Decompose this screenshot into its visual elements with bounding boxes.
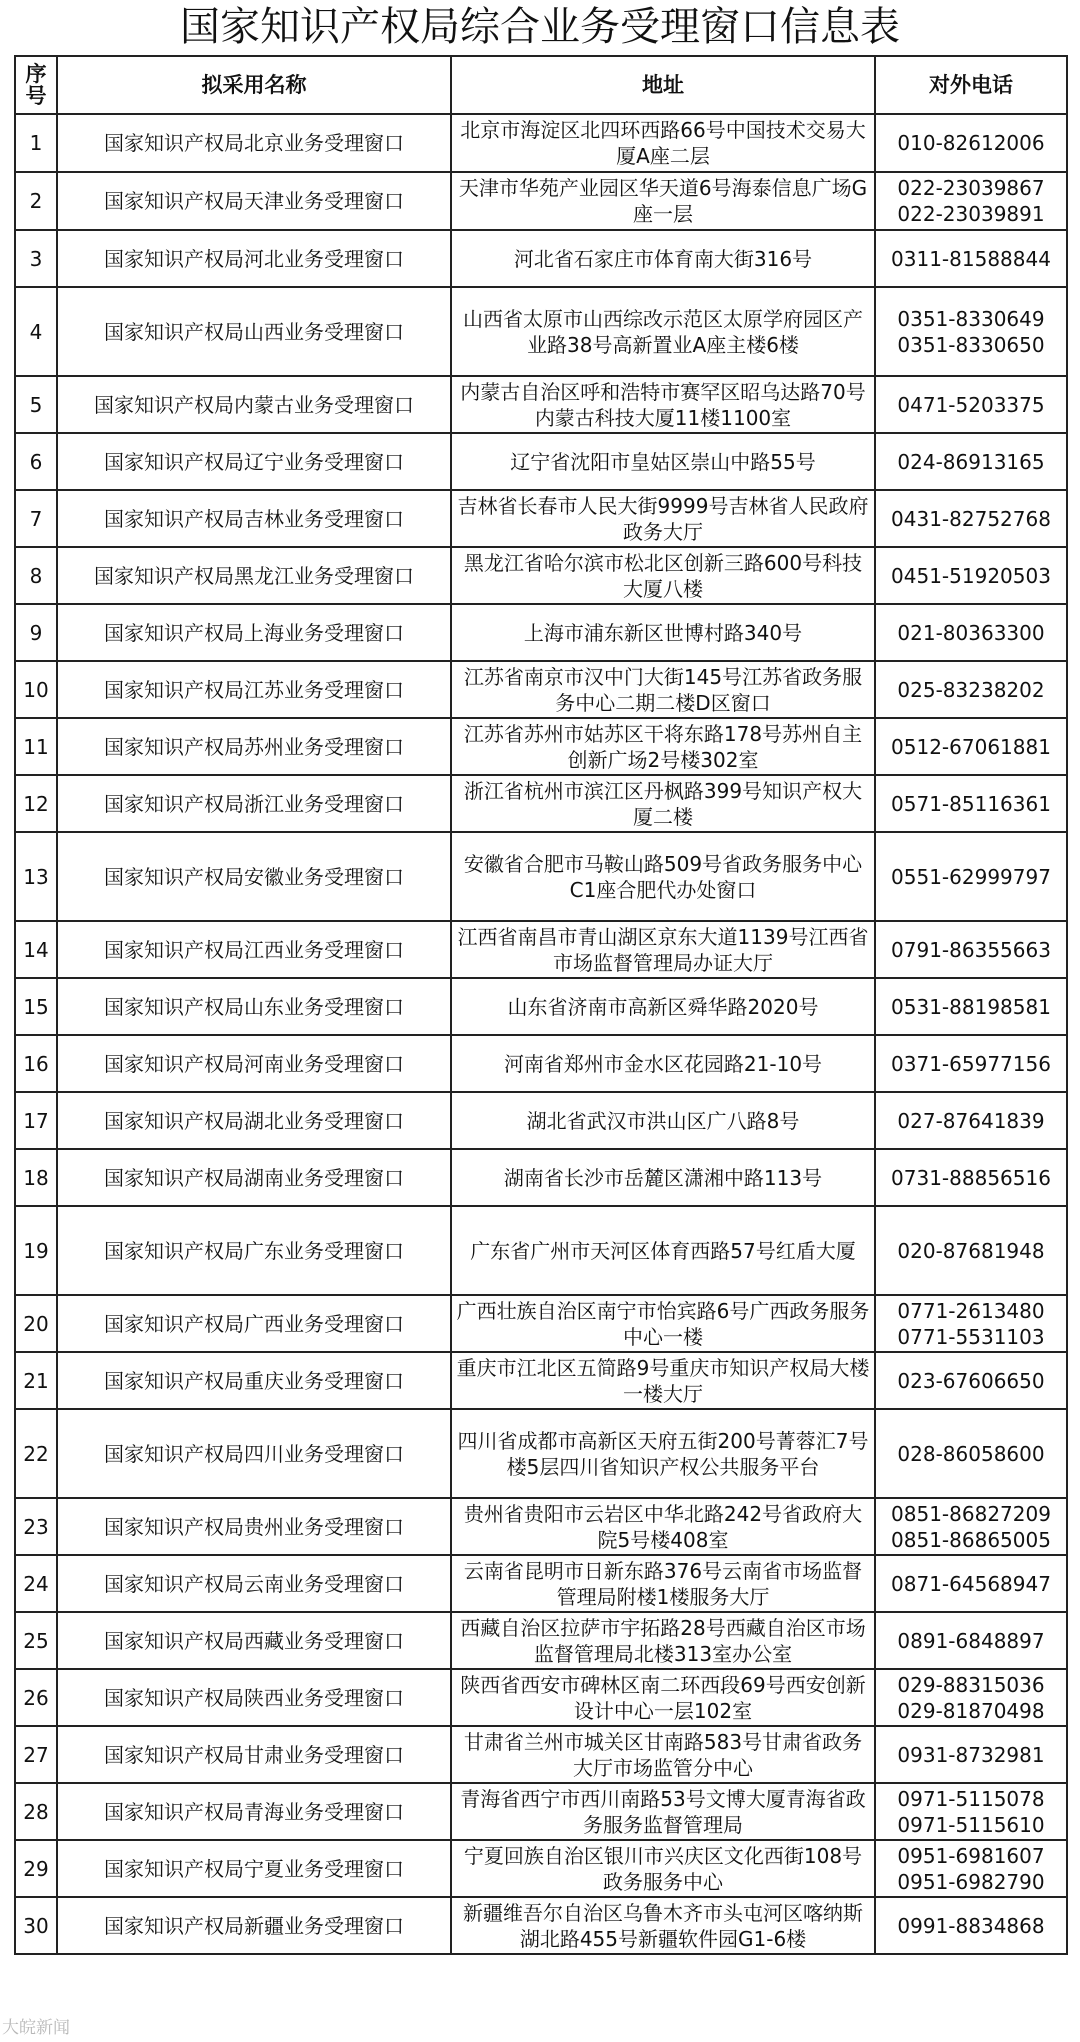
table-row	[15, 287, 1067, 376]
table-row	[15, 1409, 1067, 1498]
row-address: 湖南省长沙市岳麓区潇湘中路113号	[451, 1149, 875, 1206]
row-name: 国家知识产权局湖南业务受理窗口	[57, 1149, 451, 1206]
row-name: 国家知识产权局天津业务受理窗口	[57, 172, 451, 230]
row-phone: 0551-62999797	[875, 832, 1067, 921]
table-body	[15, 114, 1067, 1954]
row-phone: 0971-5115078 0971-5115610	[875, 1783, 1067, 1840]
table-row	[15, 604, 1067, 661]
row-name: 国家知识产权局西藏业务受理窗口	[57, 1612, 451, 1669]
row-phone: 028-86058600	[875, 1409, 1067, 1498]
row-name: 国家知识产权局山东业务受理窗口	[57, 978, 451, 1035]
row-address: 上海市浦东新区世博村路340号	[451, 604, 875, 661]
row-address: 四川省成都市高新区天府五街200号菁蓉汇7号楼5层四川省知识产权公共服务平台	[451, 1409, 875, 1498]
row-phone: 0571-85116361	[875, 775, 1067, 832]
row-phone: 0851-86827209 0851-86865005	[875, 1498, 1067, 1555]
row-phone: 0371-65977156	[875, 1035, 1067, 1092]
row-address: 西藏自治区拉萨市宇拓路28号西藏自治区市场监督管理局北楼313室办公室	[451, 1612, 875, 1669]
table-row	[15, 921, 1067, 978]
row-address: 黑龙江省哈尔滨市松北区创新三路600号科技大厦八楼	[451, 547, 875, 604]
row-name: 国家知识产权局广西业务受理窗口	[57, 1295, 451, 1352]
row-name: 国家知识产权局北京业务受理窗口	[57, 114, 451, 172]
row-seq: 22	[15, 1409, 57, 1498]
row-address: 河北省石家庄市体育南大街316号	[451, 230, 875, 287]
row-seq: 16	[15, 1035, 57, 1092]
row-seq: 8	[15, 547, 57, 604]
table-row	[15, 1669, 1067, 1726]
row-seq: 10	[15, 661, 57, 718]
row-phone: 0731-88856516	[875, 1149, 1067, 1206]
table-row	[15, 490, 1067, 547]
row-seq: 5	[15, 376, 57, 433]
row-name: 国家知识产权局浙江业务受理窗口	[57, 775, 451, 832]
row-name: 国家知识产权局苏州业务受理窗口	[57, 718, 451, 775]
row-seq: 7	[15, 490, 57, 547]
row-seq: 3	[15, 230, 57, 287]
row-phone: 0351-8330649 0351-8330650	[875, 287, 1067, 376]
row-seq: 29	[15, 1840, 57, 1897]
row-phone: 023-67606650	[875, 1352, 1067, 1409]
row-address: 江西省南昌市青山湖区京东大道1139号江西省市场监督管理局办证大厅	[451, 921, 875, 978]
row-name: 国家知识产权局青海业务受理窗口	[57, 1783, 451, 1840]
row-seq: 13	[15, 832, 57, 921]
row-seq: 23	[15, 1498, 57, 1555]
info-table	[14, 55, 1068, 1955]
row-phone: 027-87641839	[875, 1092, 1067, 1149]
row-phone: 0991-8834868	[875, 1897, 1067, 1954]
row-name: 国家知识产权局内蒙古业务受理窗口	[57, 376, 451, 433]
row-address: 北京市海淀区北四环西路66号中国技术交易大厦A座二层	[451, 114, 875, 172]
table-row	[15, 775, 1067, 832]
row-phone: 0891-6848897	[875, 1612, 1067, 1669]
table-row	[15, 832, 1067, 921]
row-name: 国家知识产权局江苏业务受理窗口	[57, 661, 451, 718]
table-row	[15, 114, 1067, 172]
row-name: 国家知识产权局上海业务受理窗口	[57, 604, 451, 661]
row-phone: 010-82612006	[875, 114, 1067, 172]
row-seq: 19	[15, 1206, 57, 1295]
row-phone: 0871-64568947	[875, 1555, 1067, 1612]
row-seq: 26	[15, 1669, 57, 1726]
row-seq: 15	[15, 978, 57, 1035]
table-row	[15, 230, 1067, 287]
row-phone: 0431-82752768	[875, 490, 1067, 547]
table-row	[15, 1352, 1067, 1409]
row-name: 国家知识产权局重庆业务受理窗口	[57, 1352, 451, 1409]
table-row	[15, 1295, 1067, 1352]
row-phone: 021-80363300	[875, 604, 1067, 661]
row-address: 甘肃省兰州市城关区甘南路583号甘肃省政务大厅市场监管分中心	[451, 1726, 875, 1783]
row-phone: 0771-2613480 0771-5531103	[875, 1295, 1067, 1352]
header-phone: 对外电话	[875, 56, 1067, 114]
row-address: 江苏省苏州市姑苏区干将东路178号苏州自主创新广场2号楼302室	[451, 718, 875, 775]
row-name: 国家知识产权局辽宁业务受理窗口	[57, 433, 451, 490]
row-address: 山东省济南市高新区舜华路2020号	[451, 978, 875, 1035]
row-address: 湖北省武汉市洪山区广八路8号	[451, 1092, 875, 1149]
row-address: 云南省昆明市日新东路376号云南省市场监督管理局附楼1楼服务大厅	[451, 1555, 875, 1612]
row-seq: 30	[15, 1897, 57, 1954]
row-seq: 9	[15, 604, 57, 661]
row-address: 重庆市江北区五简路9号重庆市知识产权局大楼一楼大厅	[451, 1352, 875, 1409]
row-name: 国家知识产权局河南业务受理窗口	[57, 1035, 451, 1092]
row-name: 国家知识产权局河北业务受理窗口	[57, 230, 451, 287]
row-name: 国家知识产权局山西业务受理窗口	[57, 287, 451, 376]
row-phone: 0951-6981607 0951-6982790	[875, 1840, 1067, 1897]
row-address: 新疆维吾尔自治区乌鲁木齐市头屯河区喀纳斯湖北路455号新疆软件园G1-6楼	[451, 1897, 875, 1954]
row-seq: 1	[15, 114, 57, 172]
row-address: 青海省西宁市西川南路53号文博大厦青海省政务服务监督管理局	[451, 1783, 875, 1840]
row-address: 辽宁省沈阳市皇姑区崇山中路55号	[451, 433, 875, 490]
row-address: 陕西省西安市碑林区南二环西段69号西安创新设计中心一层102室	[451, 1669, 875, 1726]
table-row	[15, 1092, 1067, 1149]
row-phone: 024-86913165	[875, 433, 1067, 490]
row-name: 国家知识产权局安徽业务受理窗口	[57, 832, 451, 921]
row-seq: 2	[15, 172, 57, 230]
table-row	[15, 1149, 1067, 1206]
row-address: 江苏省南京市汉中门大街145号江苏省政务服务中心二期二楼D区窗口	[451, 661, 875, 718]
table-row	[15, 172, 1067, 230]
table-row	[15, 1612, 1067, 1669]
table-row	[15, 978, 1067, 1035]
row-address: 山西省太原市山西综改示范区太原学府园区产业路38号高新置业A座主楼6楼	[451, 287, 875, 376]
table-row	[15, 1840, 1067, 1897]
row-seq: 25	[15, 1612, 57, 1669]
row-address: 浙江省杭州市滨江区丹枫路399号知识产权大厦二楼	[451, 775, 875, 832]
header-seq: 序号	[15, 56, 57, 114]
row-name: 国家知识产权局湖北业务受理窗口	[57, 1092, 451, 1149]
row-phone: 0931-8732981	[875, 1726, 1067, 1783]
row-seq: 11	[15, 718, 57, 775]
row-address: 广东省广州市天河区体育西路57号红盾大厦	[451, 1206, 875, 1295]
row-name: 国家知识产权局吉林业务受理窗口	[57, 490, 451, 547]
row-name: 国家知识产权局四川业务受理窗口	[57, 1409, 451, 1498]
row-address: 河南省郑州市金水区花园路21-10号	[451, 1035, 875, 1092]
row-seq: 4	[15, 287, 57, 376]
row-seq: 17	[15, 1092, 57, 1149]
table-row	[15, 1726, 1067, 1783]
row-seq: 27	[15, 1726, 57, 1783]
row-address: 内蒙古自治区呼和浩特市赛罕区昭乌达路70号内蒙古科技大厦11楼1100室	[451, 376, 875, 433]
table-row	[15, 1206, 1067, 1295]
table-row	[15, 433, 1067, 490]
row-name: 国家知识产权局广东业务受理窗口	[57, 1206, 451, 1295]
row-phone: 025-83238202	[875, 661, 1067, 718]
row-name: 国家知识产权局黑龙江业务受理窗口	[57, 547, 451, 604]
row-address: 天津市华苑产业园区华天道6号海泰信息广场G座一层	[451, 172, 875, 230]
table-row	[15, 1555, 1067, 1612]
row-seq: 18	[15, 1149, 57, 1206]
table-row	[15, 376, 1067, 433]
row-address: 宁夏回族自治区银川市兴庆区文化西街108号政务服务中心	[451, 1840, 875, 1897]
row-phone: 0311-81588844	[875, 230, 1067, 287]
header-address: 地址	[451, 56, 875, 114]
row-seq: 21	[15, 1352, 57, 1409]
table-row	[15, 547, 1067, 604]
row-phone: 0451-51920503	[875, 547, 1067, 604]
row-name: 国家知识产权局新疆业务受理窗口	[57, 1897, 451, 1954]
table-row	[15, 1498, 1067, 1555]
header-name: 拟采用名称	[57, 56, 451, 114]
row-address: 广西壮族自治区南宁市怡宾路6号广西政务服务中心一楼	[451, 1295, 875, 1352]
row-name: 国家知识产权局贵州业务受理窗口	[57, 1498, 451, 1555]
row-name: 国家知识产权局陕西业务受理窗口	[57, 1669, 451, 1726]
row-seq: 20	[15, 1295, 57, 1352]
row-address: 吉林省长春市人民大街9999号吉林省人民政府政务大厅	[451, 490, 875, 547]
row-phone: 0471-5203375	[875, 376, 1067, 433]
table-row	[15, 1035, 1067, 1092]
row-phone: 022-23039867 022-23039891	[875, 172, 1067, 230]
row-seq: 28	[15, 1783, 57, 1840]
row-phone: 0791-86355663	[875, 921, 1067, 978]
table-row	[15, 1783, 1067, 1840]
row-phone: 0531-88198581	[875, 978, 1067, 1035]
row-address: 贵州省贵阳市云岩区中华北路242号省政府大院5号楼408室	[451, 1498, 875, 1555]
page-title: 国家知识产权局综合业务受理窗口信息表	[180, 4, 900, 50]
watermark: 大皖新闻	[2, 2018, 70, 2038]
row-name: 国家知识产权局云南业务受理窗口	[57, 1555, 451, 1612]
header-row	[15, 56, 1067, 114]
row-phone: 0512-67061881	[875, 718, 1067, 775]
row-address: 安徽省合肥市马鞍山路509号省政务服务中心C1座合肥代办处窗口	[451, 832, 875, 921]
row-seq: 6	[15, 433, 57, 490]
table-row	[15, 661, 1067, 718]
table-row	[15, 1897, 1067, 1954]
row-phone: 020-87681948	[875, 1206, 1067, 1295]
row-name: 国家知识产权局江西业务受理窗口	[57, 921, 451, 978]
row-seq: 12	[15, 775, 57, 832]
table-row	[15, 718, 1067, 775]
row-seq: 24	[15, 1555, 57, 1612]
row-phone: 029-88315036 029-81870498	[875, 1669, 1067, 1726]
row-seq: 14	[15, 921, 57, 978]
row-name: 国家知识产权局宁夏业务受理窗口	[57, 1840, 451, 1897]
row-name: 国家知识产权局甘肃业务受理窗口	[57, 1726, 451, 1783]
